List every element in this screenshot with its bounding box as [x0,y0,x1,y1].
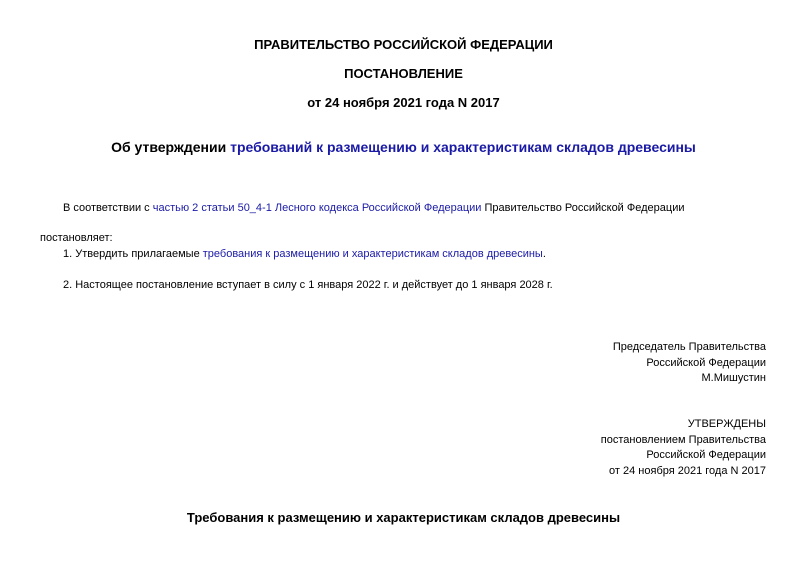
signature-country: Российской Федерации [646,356,766,369]
intro-paragraph [63,202,685,214]
document-title [0,139,807,155]
requirements-heading: Требования к размещению и характеристикам складов древесины [186,510,621,525]
intro-suffix: Правительство Российской Федерации [481,202,685,214]
item-1-paragraph [63,248,546,260]
approval-block [601,417,766,479]
item-1-prefix: 1. Утвердить прилагаемые [63,248,203,260]
approval-date: от 24 ноября 2021 года N 2017 [609,464,766,477]
approval-country: Российской Федерации [646,449,766,461]
signature-name: М.Мишустин [701,372,766,384]
item-1-suffix: . [542,248,546,260]
document-title-link[interactable]: требований к размещению и характеристикам складов древесины [230,139,696,155]
government-heading: ПРАВИТЕЛЬСТВО РОССИЙСКОЙ ФЕДЕРАЦИИ [254,37,553,52]
signature-block [613,340,766,387]
requirements-link[interactable]: требования к размещению и характеристикам складов древесины [202,248,543,260]
document-title-prefix: Об утверждении [111,139,231,155]
item-2-paragraph: 2. Настоящее постановление вступает в силу с 1 января 2022 г. и действует до 1 января 2028 г. [63,279,553,291]
approval-by: постановлением Правительства [600,433,766,446]
approval-title: УТВЕРЖДЕНЫ [687,418,766,430]
document-date-number: от 24 ноября 2021 года N 2017 [307,95,500,110]
decrees-word: постановляет: [40,232,113,244]
forest-code-link[interactable]: частью 2 статьи 50_4-1 Лесного кодекса Российской Федерации [152,202,482,214]
intro-prefix: В соответствии с [63,202,153,214]
document-type-heading: ПОСТАНОВЛЕНИЕ [344,66,463,81]
signature-position: Председатель Правительства [612,341,766,353]
